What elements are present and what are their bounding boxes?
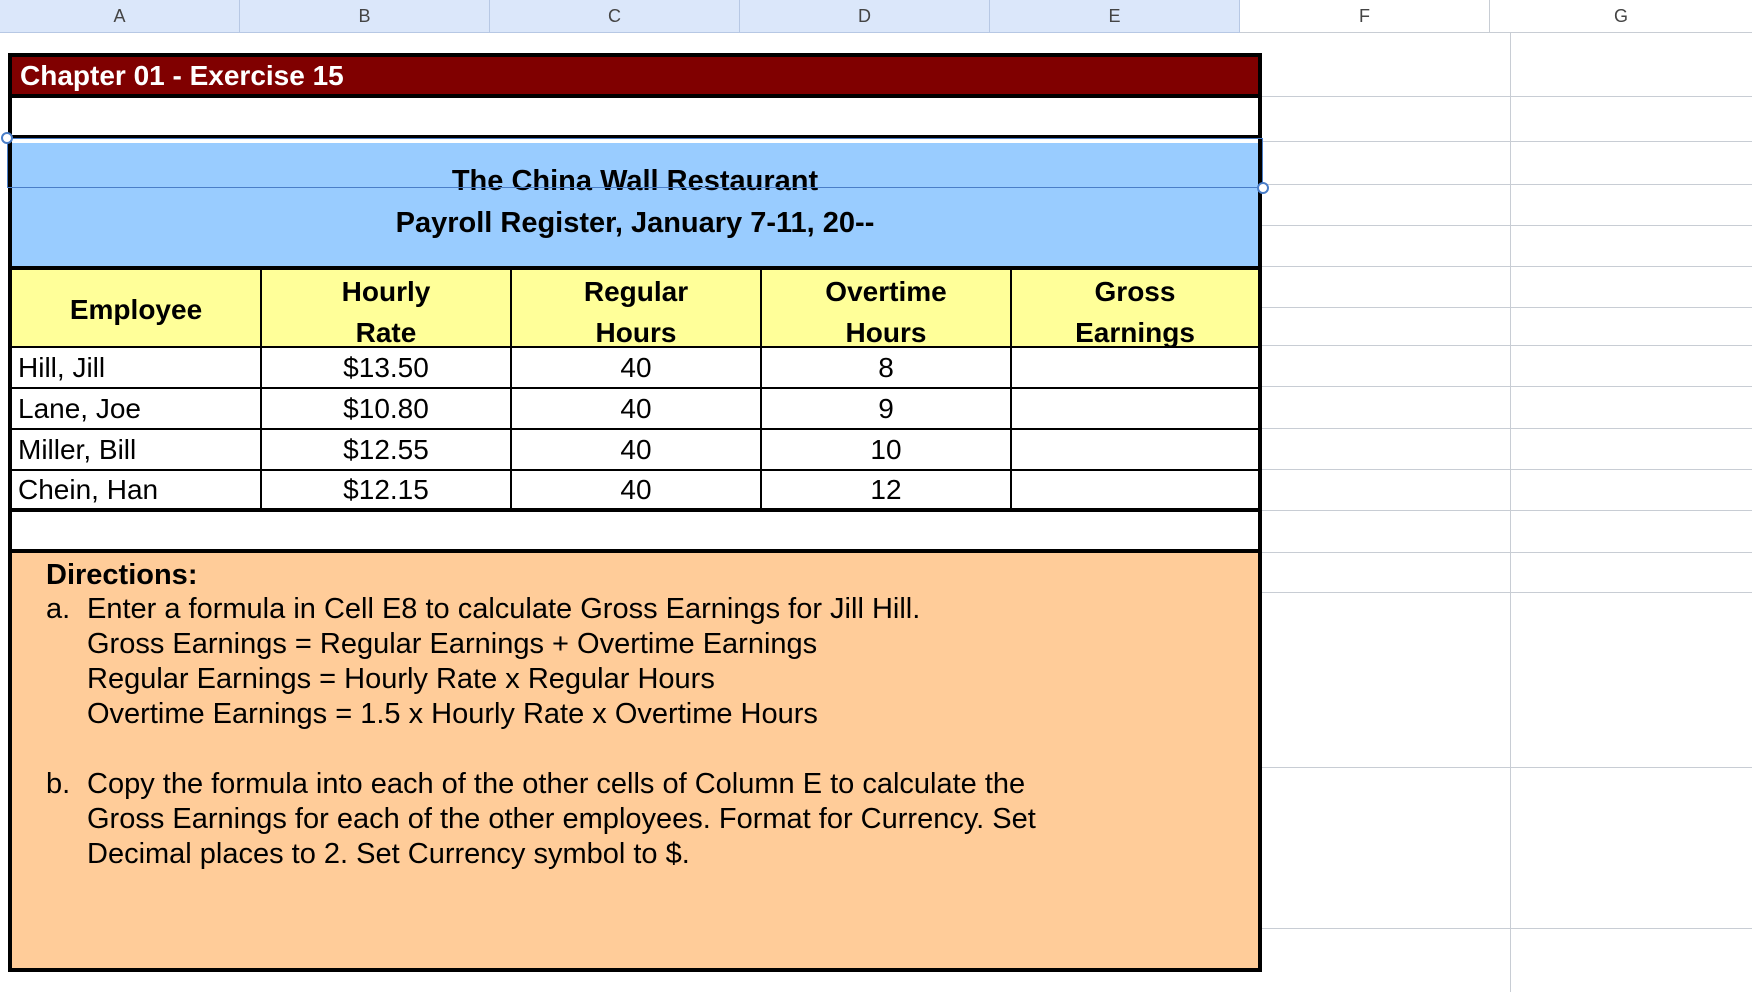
directions-line: Regular Earnings = Hourly Rate x Regular Hours xyxy=(87,663,715,695)
column-header-bar xyxy=(0,0,1752,33)
exercise-sheet xyxy=(8,53,1262,972)
gridline xyxy=(1262,225,1752,226)
hourly-rate-cell[interactable]: $10.80 xyxy=(262,389,512,428)
gridline xyxy=(1262,96,1752,97)
blank-row[interactable] xyxy=(12,512,1258,553)
employee-cell[interactable]: Chein, Han xyxy=(12,471,262,508)
column-header-e[interactable]: E xyxy=(990,0,1240,33)
column-header-b[interactable]: B xyxy=(240,0,490,33)
column-header-a[interactable]: A xyxy=(0,0,240,33)
exercise-title[interactable]: Chapter 01 - Exercise 15 xyxy=(12,57,1258,98)
company-name: The China Wall Restaurant xyxy=(451,165,819,197)
directions-box[interactable] xyxy=(12,553,1258,968)
employee-cell[interactable]: Lane, Joe xyxy=(12,389,262,428)
directions-line: Enter a formula in Cell E8 to calculate Gross Earnings for Jill Hill. xyxy=(87,593,921,625)
column-header-d[interactable]: D xyxy=(740,0,990,33)
gross-earnings-cell[interactable] xyxy=(1012,348,1258,387)
overtime-hours-cell[interactable]: 12 xyxy=(762,471,1012,508)
table-row xyxy=(12,389,1258,430)
table-row xyxy=(12,348,1258,389)
header-hourly-rate[interactable] xyxy=(262,270,512,346)
table-header-row xyxy=(12,270,1258,348)
header-gross-earnings[interactable] xyxy=(1012,270,1258,346)
gridline xyxy=(1262,928,1752,929)
blank-row[interactable] xyxy=(12,98,1258,139)
hourly-rate-cell[interactable]: $12.55 xyxy=(262,430,512,469)
directions-line: Overtime Earnings = 1.5 x Hourly Rate x Overtime Hours xyxy=(87,698,818,730)
directions-line: Decimal places to 2. Set Currency symbol to $. xyxy=(87,838,690,870)
directions-a-marker: a. xyxy=(46,593,71,625)
gridline xyxy=(1262,592,1752,593)
employee-cell[interactable]: Hill, Jill xyxy=(12,348,262,387)
selection-handle[interactable] xyxy=(1,132,13,144)
gridline xyxy=(1262,469,1752,470)
table-row xyxy=(12,471,1258,512)
column-header-c[interactable]: C xyxy=(490,0,740,33)
regular-hours-cell[interactable]: 40 xyxy=(512,348,762,387)
gross-earnings-cell[interactable] xyxy=(1012,389,1258,428)
company-banner[interactable] xyxy=(12,143,1258,270)
payroll-register-title: Payroll Register, January 7-11, 20-- xyxy=(395,207,875,239)
gridline xyxy=(1262,552,1752,553)
hourly-rate-cell[interactable]: $12.15 xyxy=(262,471,512,508)
overtime-hours-cell[interactable]: 9 xyxy=(762,389,1012,428)
gridline xyxy=(1262,510,1752,511)
regular-hours-cell[interactable]: 40 xyxy=(512,471,762,508)
gridline xyxy=(1262,141,1752,142)
gross-earnings-cell[interactable] xyxy=(1012,471,1258,508)
directions-heading: Directions: xyxy=(46,559,198,591)
directions-line: Copy the formula into each of the other cells of Column E to calculate the xyxy=(87,768,1026,800)
table-row xyxy=(12,430,1258,471)
overtime-hours-cell[interactable]: 10 xyxy=(762,430,1012,469)
header-regular-hours[interactable] xyxy=(512,270,762,346)
hourly-rate-cell[interactable]: $13.50 xyxy=(262,348,512,387)
header-employee[interactable] xyxy=(12,270,262,346)
header-label: Hours xyxy=(845,317,927,348)
selection-handle[interactable] xyxy=(1257,182,1269,194)
gridline xyxy=(1262,307,1752,308)
employee-cell[interactable]: Miller, Bill xyxy=(12,430,262,469)
column-header-f[interactable]: F xyxy=(1240,0,1490,33)
regular-hours-cell[interactable]: 40 xyxy=(512,430,762,469)
header-label: Earnings xyxy=(1075,317,1195,348)
header-label: Hours xyxy=(595,317,677,348)
gridline xyxy=(1262,428,1752,429)
gross-earnings-cell[interactable] xyxy=(1012,430,1258,469)
directions-line: Gross Earnings for each of the other employees. Format for Currency. Set xyxy=(87,803,1036,835)
directions-line: Gross Earnings = Regular Earnings + Overtime Earnings xyxy=(87,628,818,660)
header-label: Overtime xyxy=(825,276,947,307)
gridline xyxy=(1262,345,1752,346)
column-header-g[interactable]: G xyxy=(1490,0,1752,33)
header-label: Gross xyxy=(1094,276,1176,307)
gridline xyxy=(1262,386,1752,387)
regular-hours-cell[interactable]: 40 xyxy=(512,389,762,428)
header-label: Hourly xyxy=(341,276,431,307)
header-overtime-hours[interactable] xyxy=(762,270,1012,346)
gridline xyxy=(1262,184,1752,185)
gridline xyxy=(1262,767,1752,768)
header-label: Rate xyxy=(355,317,417,348)
overtime-hours-cell[interactable]: 8 xyxy=(762,348,1012,387)
gridline xyxy=(1262,266,1752,267)
directions-b-marker: b. xyxy=(46,768,71,800)
gridline xyxy=(1510,33,1511,992)
header-label: Employee xyxy=(69,294,203,325)
header-label: Regular xyxy=(583,276,689,307)
